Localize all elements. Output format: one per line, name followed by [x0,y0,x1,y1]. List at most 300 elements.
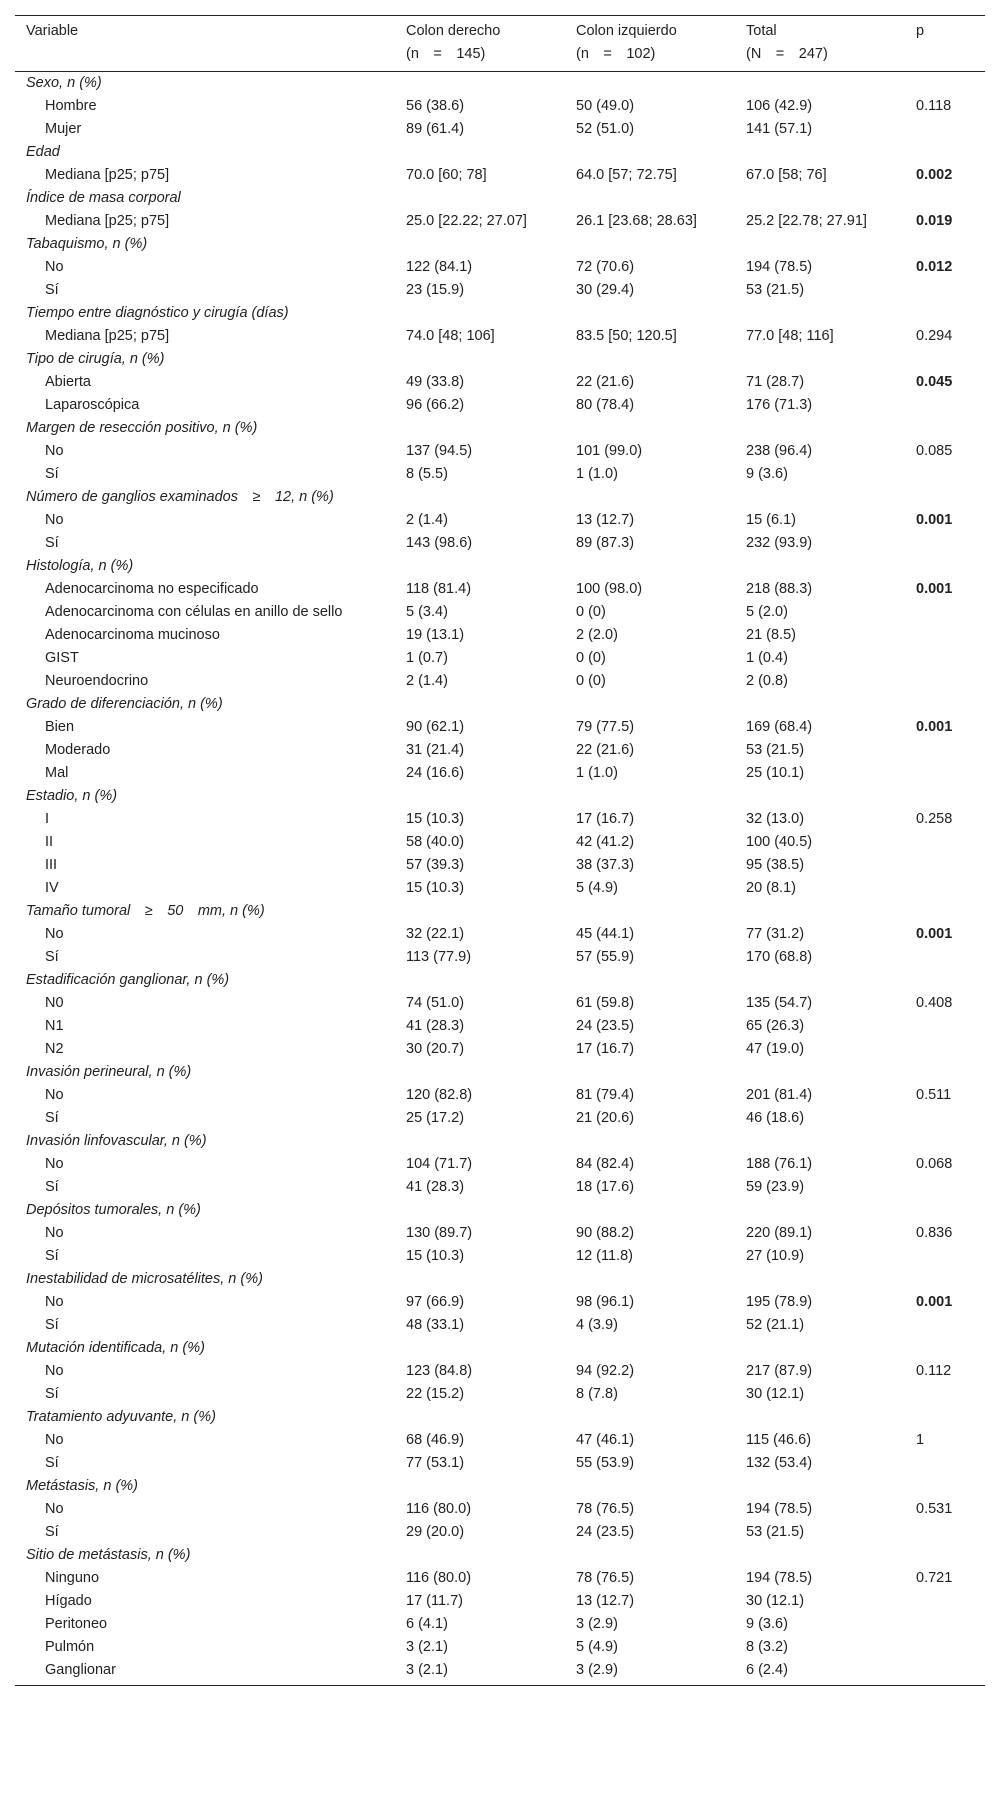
value-colon-derecho: 116 (80.0) [406,1501,472,1517]
value-p [905,118,985,141]
value-colon-izquierdo: 81 (79.4) [576,1087,635,1103]
table-row [15,1015,985,1038]
value-p: 0.118 [916,98,952,114]
row-label: Mediana [p25; p75] [45,167,170,183]
value-total: 32 (13.0) [746,811,805,827]
value-total: 53 (21.5) [746,742,805,758]
value-colon-derecho: 56 (38.6) [406,98,465,114]
value-colon-izquierdo: 80 (78.4) [576,397,635,413]
group-title: Invasión linfovascular, n (%) [26,1133,207,1149]
table-row [15,1429,985,1452]
value-p [905,877,985,900]
row-label: No [45,1225,64,1241]
value-colon-izquierdo: 98 (96.1) [576,1294,635,1310]
value-total: 1 (0.4) [746,650,788,666]
value-p [905,647,985,670]
group-title: Tiempo entre diagnóstico y cirugía (días) [26,305,289,321]
value-colon-derecho: 17 (11.7) [406,1593,463,1609]
value-colon-derecho: 15 (10.3) [406,880,465,896]
table-row [15,256,985,279]
value-colon-izquierdo: 78 (76.5) [576,1501,635,1517]
value-p [905,1245,985,1268]
value-colon-izquierdo: 45 (44.1) [576,926,635,942]
value-colon-izquierdo: 12 (11.8) [576,1248,633,1264]
table-row [15,1659,985,1686]
row-label: GIST [45,650,79,666]
table-row [15,716,985,739]
value-colon-derecho: 5 (3.4) [406,604,448,620]
value-p [905,1038,985,1061]
value-colon-izquierdo: 13 (12.7) [576,512,635,528]
row-label: Mal [45,765,69,781]
group-header-row [15,72,985,96]
group-title: Sexo, n (%) [26,75,102,91]
row-label: Moderado [45,742,111,758]
value-total: 100 (40.5) [746,834,813,850]
table-row [15,601,985,624]
table-header [15,16,985,72]
value-p [905,394,985,417]
row-label: Sí [45,1179,59,1195]
group-title: Mutación identificada, n (%) [26,1340,205,1356]
value-colon-derecho: 130 (89.7) [406,1225,473,1241]
value-colon-derecho: 120 (82.8) [406,1087,473,1103]
group-header-row [15,348,985,371]
value-total: 9 (3.6) [746,466,788,482]
value-colon-izquierdo: 0 (0) [576,650,606,666]
table-row [15,1222,985,1245]
value-p: 0.836 [916,1225,953,1241]
group-title: Edad [26,144,60,160]
value-p: 0.012 [916,259,953,275]
group-title: Inestabilidad de microsatélites, n (%) [26,1271,263,1287]
row-label: Hombre [45,98,97,114]
value-total: 21 (8.5) [746,627,796,643]
row-label: Ninguno [45,1570,100,1586]
value-p [905,279,985,302]
value-colon-izquierdo: 22 (21.6) [576,374,635,390]
value-total: 188 (76.1) [746,1156,813,1172]
value-p [905,946,985,969]
value-p: 0.408 [916,995,953,1011]
row-label: No [45,512,64,528]
value-colon-izquierdo: 1 (1.0) [576,466,618,482]
value-p: 0.001 [916,719,953,735]
value-colon-derecho: 48 (33.1) [406,1317,465,1333]
value-p: 1 [916,1432,925,1448]
value-total: 27 (10.9) [746,1248,805,1264]
value-colon-derecho: 3 (2.1) [395,1659,565,1686]
row-label: No [45,1156,64,1172]
table-row [15,371,985,394]
group-title: Número de ganglios examinados ≥ 12, n (%) [26,489,334,505]
value-colon-derecho: 30 (20.7) [406,1041,465,1057]
value-colon-izquierdo: 24 (23.5) [576,1524,635,1540]
value-total: 20 (8.1) [746,880,796,896]
table-row [15,1291,985,1314]
table-row [15,118,985,141]
group-header-row [15,302,985,325]
table-row [15,946,985,969]
group-title: Tabaquismo, n (%) [26,236,148,252]
value-p [905,1452,985,1475]
value-colon-derecho: 15 (10.3) [406,1248,465,1264]
table-row [15,509,985,532]
group-header-row [15,900,985,923]
group-header-row [15,785,985,808]
value-colon-izquierdo: 42 (41.2) [576,834,635,850]
group-title: Sitio de metástasis, n (%) [26,1547,191,1563]
table-row [15,624,985,647]
row-label: Ganglionar [15,1659,395,1686]
table-row [15,532,985,555]
table-row [15,1176,985,1199]
group-header-row [15,141,985,164]
value-colon-izquierdo: 84 (82.4) [576,1156,635,1172]
row-label: Sí [45,1386,59,1402]
value-total: 218 (88.3) [746,581,813,597]
table-row [15,1383,985,1406]
header-variable: Variable [15,16,395,44]
value-p [905,854,985,877]
value-total: 52 (21.1) [746,1317,805,1333]
group-header-row [15,1061,985,1084]
row-label: Sí [45,535,59,551]
value-colon-derecho: 23 (15.9) [406,282,465,298]
row-label: III [45,857,58,873]
value-colon-izquierdo: 94 (92.2) [576,1363,635,1379]
row-label: Mediana [p25; p75] [45,328,170,344]
value-p: 0.721 [916,1570,953,1586]
clinical-characteristics-table [15,15,985,1686]
value-colon-derecho: 2 (1.4) [406,512,448,528]
value-p [905,1015,985,1038]
value-total: 77 (31.2) [746,926,805,942]
table-row [15,1498,985,1521]
table-row [15,1636,985,1659]
row-label: No [45,1363,64,1379]
value-colon-derecho: 1 (0.7) [406,650,448,666]
group-title: Grado de diferenciación, n (%) [26,696,223,712]
row-label: Peritoneo [45,1616,108,1632]
value-colon-izquierdo: 72 (70.6) [576,259,635,275]
value-p [905,1383,985,1406]
value-colon-derecho: 123 (84.8) [406,1363,473,1379]
value-colon-izquierdo: 26.1 [23.68; 28.63] [576,213,697,229]
group-title: Tipo de cirugía, n (%) [26,351,165,367]
value-p [905,1314,985,1337]
row-label: No [45,259,64,275]
value-colon-izquierdo: 101 (99.0) [576,443,643,459]
group-title: Índice de masa corporal [26,190,181,206]
table-row [15,1452,985,1475]
value-total: 5 (2.0) [746,604,788,620]
value-colon-izquierdo: 0 (0) [576,604,606,620]
group-title: Margen de resección positivo, n (%) [26,420,258,436]
header-variable-blank [15,43,395,72]
table-row [15,1613,985,1636]
value-total: 67.0 [58; 76] [746,167,827,183]
value-colon-derecho: 29 (20.0) [406,1524,465,1540]
value-colon-izquierdo: 55 (53.9) [576,1455,635,1471]
group-title: Tamaño tumoral ≥ 50 mm, n (%) [26,903,265,919]
value-p [905,831,985,854]
value-total: 106 (42.9) [746,98,813,114]
value-colon-derecho: 22 (15.2) [406,1386,465,1402]
value-colon-derecho: 104 (71.7) [406,1156,473,1172]
row-label: Pulmón [45,1639,95,1655]
value-colon-izquierdo: 5 (4.9) [576,1639,618,1655]
table-row [15,279,985,302]
value-colon-izquierdo: 0 (0) [576,673,606,689]
value-total: 71 (28.7) [746,374,805,390]
value-p [905,532,985,555]
table-row [15,739,985,762]
value-total: 220 (89.1) [746,1225,813,1241]
table-row [15,647,985,670]
table-row [15,992,985,1015]
value-total: 9 (3.6) [746,1616,788,1632]
group-header-row [15,1544,985,1567]
value-total: 2 (0.8) [746,673,788,689]
value-colon-izquierdo: 17 (16.7) [576,1041,635,1057]
row-label: IV [45,880,59,896]
value-total: 25 (10.1) [746,765,805,781]
value-p: 0.068 [916,1156,953,1172]
value-total: 46 (18.6) [746,1110,805,1126]
header-p-blank [905,43,985,72]
table-row [15,1590,985,1613]
group-header-row [15,1475,985,1498]
group-header-row [15,555,985,578]
table-row [15,463,985,486]
value-p [905,601,985,624]
value-colon-izquierdo: 64.0 [57; 72.75] [576,167,677,183]
value-p: 0.531 [916,1501,953,1517]
value-colon-izquierdo: 13 (12.7) [576,1593,635,1609]
value-total: 194 (78.5) [746,1570,813,1586]
value-total: 238 (96.4) [746,443,813,459]
table-row [15,854,985,877]
row-label: Sí [45,466,59,482]
value-colon-izquierdo: 47 (46.1) [576,1432,635,1448]
value-colon-derecho: 113 (77.9) [406,949,472,965]
value-colon-izquierdo: 5 (4.9) [576,880,618,896]
value-total: 201 (81.4) [746,1087,813,1103]
value-p [905,762,985,785]
group-header-row [15,1337,985,1360]
group-header-row [15,187,985,210]
value-colon-izquierdo: 21 (20.6) [576,1110,635,1126]
value-colon-derecho: 116 (80.0) [406,1570,472,1586]
value-colon-derecho: 6 (4.1) [406,1616,448,1632]
value-total: 132 (53.4) [746,1455,813,1471]
table-row [15,1084,985,1107]
table-row [15,1153,985,1176]
value-total: 77.0 [48; 116] [746,328,834,344]
row-label: Sí [45,282,59,298]
row-label: Hígado [45,1593,92,1609]
value-p [905,1613,985,1636]
value-total: 53 (21.5) [746,1524,805,1540]
value-total: 59 (23.9) [746,1179,805,1195]
value-total: 194 (78.5) [746,1501,813,1517]
value-colon-derecho: 70.0 [60; 78] [406,167,487,183]
value-p [905,739,985,762]
group-title: Histología, n (%) [26,558,134,574]
header-p: p [905,16,985,44]
value-colon-izquierdo: 17 (16.7) [576,811,635,827]
value-p: 0.112 [916,1363,952,1379]
row-label: II [45,834,54,850]
table-row [15,762,985,785]
value-total: 53 (21.5) [746,282,805,298]
value-total: 135 (54.7) [746,995,813,1011]
value-total: 95 (38.5) [746,857,805,873]
row-label: N2 [45,1041,64,1057]
group-header-row [15,693,985,716]
group-title: Estadificación ganglionar, n (%) [26,972,230,988]
value-colon-derecho: 77 (53.1) [406,1455,465,1471]
value-colon-derecho: 25.0 [22.22; 27.07] [406,213,527,229]
value-colon-derecho: 32 (22.1) [406,926,465,942]
header-n-right: (n = 145) [395,43,565,72]
value-colon-izquierdo: 24 (23.5) [576,1018,635,1034]
table-row [15,1567,985,1590]
value-colon-derecho: 19 (13.1) [406,627,465,643]
value-p [905,463,985,486]
value-colon-derecho: 8 (5.5) [406,466,448,482]
value-colon-derecho: 15 (10.3) [406,811,465,827]
value-colon-izquierdo: 79 (77.5) [576,719,635,735]
value-total: 6 (2.4) [735,1659,905,1686]
group-header-row [15,1199,985,1222]
row-label: No [45,1501,64,1517]
value-colon-izquierdo: 2 (2.0) [576,627,618,643]
row-label: No [45,1432,64,1448]
value-colon-derecho: 137 (94.5) [406,443,473,459]
value-total: 47 (19.0) [746,1041,805,1057]
table-row [15,1038,985,1061]
row-label: Neuroendocrino [45,673,149,689]
value-p: 0.001 [916,1294,953,1310]
group-title: Metástasis, n (%) [26,1478,138,1494]
value-colon-derecho: 68 (46.9) [406,1432,465,1448]
value-p [905,624,985,647]
value-p: 0.001 [916,512,953,528]
value-total: 170 (68.8) [746,949,813,965]
table-row [15,1314,985,1337]
table-row [15,578,985,601]
value-total: 25.2 [22.78; 27.91] [746,213,867,229]
row-label: Bien [45,719,75,735]
value-colon-derecho: 118 (81.4) [406,581,472,597]
header-colon-izquierdo: Colon izquierdo [565,16,735,44]
table-row [15,670,985,693]
header-n-total: (N = 247) [735,43,905,72]
value-colon-izquierdo: 52 (51.0) [576,121,635,137]
value-colon-derecho: 41 (28.3) [406,1179,465,1195]
value-total: 115 (46.6) [746,1432,812,1448]
row-label: Adenocarcinoma no especificado [45,581,259,597]
value-colon-derecho: 97 (66.9) [406,1294,465,1310]
value-p [905,1521,985,1544]
header-colon-derecho: Colon derecho [395,16,565,44]
table-row [15,210,985,233]
value-p [905,1107,985,1130]
group-title: Estadio, n (%) [26,788,118,804]
value-colon-izquierdo: 50 (49.0) [576,98,635,114]
row-label: Mediana [p25; p75] [45,213,170,229]
group-header-row [15,417,985,440]
value-colon-derecho: 90 (62.1) [406,719,465,735]
value-colon-izquierdo: 3 (2.9) [576,1616,618,1632]
value-colon-izquierdo: 90 (88.2) [576,1225,635,1241]
row-label: Sí [45,1317,59,1333]
row-label: N0 [45,995,64,1011]
value-p [905,670,985,693]
value-colon-izquierdo: 1 (1.0) [576,765,618,781]
row-label: No [45,1087,64,1103]
value-p [905,1659,985,1686]
value-colon-izquierdo: 8 (7.8) [576,1386,618,1402]
table-row [15,394,985,417]
value-p: 0.002 [916,167,953,183]
value-colon-derecho: 122 (84.1) [406,259,473,275]
table-row [15,1107,985,1130]
value-colon-izquierdo: 100 (98.0) [576,581,643,597]
value-total: 195 (78.9) [746,1294,813,1310]
table-row [15,1360,985,1383]
row-label: I [45,811,50,827]
group-title: Invasión perineural, n (%) [26,1064,192,1080]
table-row [15,831,985,854]
value-colon-izquierdo: 57 (55.9) [576,949,635,965]
value-p: 0.294 [916,328,953,344]
value-colon-izquierdo: 30 (29.4) [576,282,635,298]
group-header-row [15,1406,985,1429]
table-container [15,15,985,1686]
header-total: Total [735,16,905,44]
value-p [905,1590,985,1613]
value-p: 0.045 [916,374,953,390]
group-header-row [15,486,985,509]
value-total: 217 (87.9) [746,1363,813,1379]
value-p [905,1636,985,1659]
value-colon-derecho: 74 (51.0) [406,995,465,1011]
value-colon-derecho: 89 (61.4) [406,121,465,137]
table-row [15,325,985,348]
value-colon-izquierdo: 61 (59.8) [576,995,635,1011]
value-colon-derecho: 25 (17.2) [406,1110,465,1126]
row-label: Sí [45,1110,59,1126]
value-colon-izquierdo: 38 (37.3) [576,857,635,873]
group-header-row [15,1268,985,1291]
value-colon-izquierdo: 3 (2.9) [565,1659,735,1686]
row-label: Sí [45,1455,59,1471]
row-label: No [45,926,64,942]
value-colon-derecho: 24 (16.6) [406,765,465,781]
value-p [905,1176,985,1199]
value-colon-derecho: 31 (21.4) [406,742,465,758]
value-colon-derecho: 143 (98.6) [406,535,473,551]
row-label: Laparoscópica [45,397,140,413]
value-colon-izquierdo: 78 (76.5) [576,1570,635,1586]
row-label: No [45,443,64,459]
value-colon-derecho: 41 (28.3) [406,1018,465,1034]
row-label: N1 [45,1018,64,1034]
group-header-row [15,969,985,992]
